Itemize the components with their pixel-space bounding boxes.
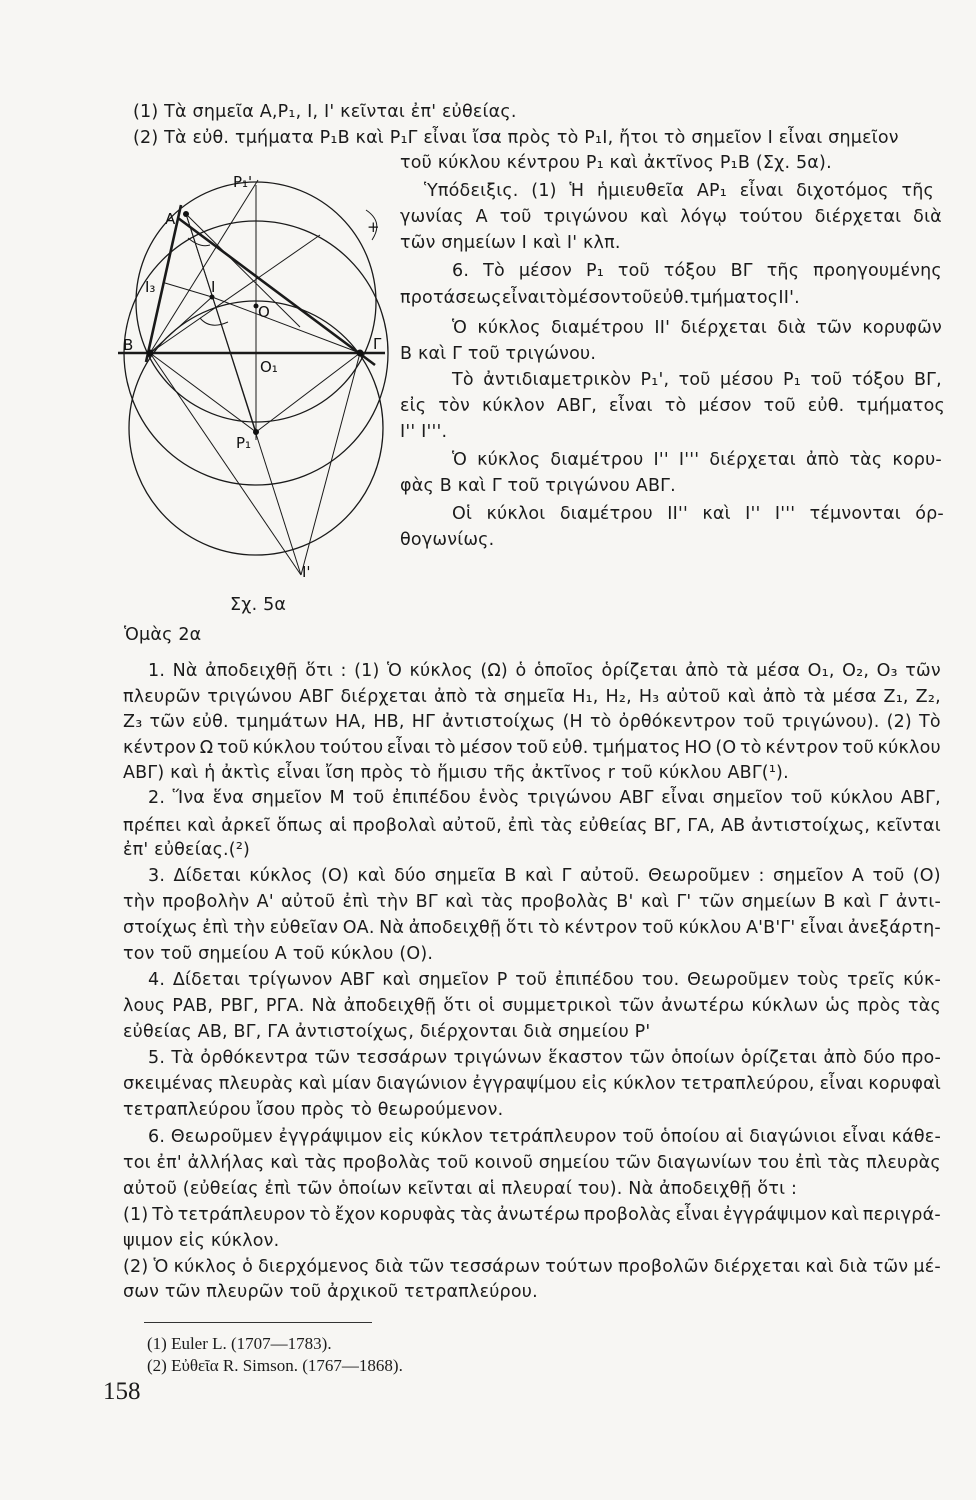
line-A-P1 [186,214,256,432]
label-P1: Ρ₁ [236,434,252,452]
label-Iprime: Ι' [302,563,311,581]
line-B-Iprime [150,353,301,575]
right-column-line: φὰς Β καὶ Γ τοῦ τριγώνου ΑΒΓ. [400,476,676,496]
exercise-line: ἐπ' εὐθείας.(²) [123,840,251,860]
page-number: 158 [103,1378,141,1405]
exercise-line: 1. Νὰ ἀποδειχθῇ ὅτι : (1) Ὁ κύκλος (Ω) ὁ ὁποῖος ὁρίζεται ἀπὸ τὰ μέσα Ο₁, Ο₂, Ο₃ τῶν [148,661,941,681]
exercise-line: 2. Ἵνα ἕνα σημεῖον Μ τοῦ ἐπιπέδου ἑνὸς τριγώνου ΑΒΓ εἶναι σημεῖον τοῦ κύκλου ΑΒΓ, [148,788,941,808]
side-AG [178,218,375,365]
line-B-P1 [150,353,256,432]
line-A-Oext [186,214,300,327]
exercise-line: κέντρον Ω τοῦ κύκλου τούτου εἶναι τὸ μέσον τοῦ εὐθ. τμήματος ΗΟ (Ο τὸ κέντρον τοῦ κύκλου [123,738,941,758]
right-column-line: Ὁ κύκλος διαμέτρου ΙΙ' διέρχεται διὰ τῶν κορυφῶν [452,318,942,338]
label-P1prime: Ρ₁' [233,173,253,191]
angle-arc-I [200,318,228,325]
label-A: Α [165,210,176,228]
geometry-figure [95,160,400,630]
exercise-line: 6. Θεωροῦμεν ἐγγράψιμον εἰς κύκλον τετράπλευρον τοῦ ὁποίου αἱ διαγώνιοι εἶναι κάθε- [148,1127,941,1147]
top-line-2: (2) Τὰ εὐθ. τμήματα Ρ₁Β καὶ Ρ₁Γ εἶναι ἴσα πρὸς τὸ Ρ₁Ι, ἤτοι τὸ σημεῖον Ι εἶναι σημεῖον [133,128,899,148]
right-column-line: Ι'' Ι'''. [400,422,448,442]
label-B: Β [123,336,134,354]
right-column-line: προτάσεως εἶναι τὸ μέσον τοῦ εὐθ. τμήματος ΙΙ'. [400,288,800,308]
footnote-1: (1) Euler L. (1707—1783). [147,1334,332,1353]
figure-caption: Σχ. 5α [230,595,287,615]
right-column-line: τῶν σημείων Ι καὶ Ι' κλπ. [400,233,621,253]
label-O: Ο [258,303,270,321]
exercise-line: εὐθείας ΑΒ, ΒΓ, ΓΑ ἀντιστοίχως, διέρχονται διὰ σημείου Ρ' [123,1022,651,1042]
footnote-2: (2) Εὐθεῖα R. Simson. (1767—1868). [147,1356,403,1375]
group-heading: Ὁμὰς 2α [124,625,202,645]
right-column-line: Β καὶ Γ τοῦ τριγώνου. [400,344,597,364]
exercise-line: σων τῶν πλευρῶν τοῦ ἀρχικοῦ τετραπλεύρου. [123,1282,538,1302]
exercise-line: τοι ἐπ' ἀλλήλας καὶ τὰς προβολὰς τοῦ κοινοῦ σημείου τῶν διαγωνίων του ἐπὶ τὰς πλευρὰς [123,1153,941,1173]
exercise-line: 4. Δίδεται τρίγωνον ΑΒΓ καὶ σημεῖον Ρ τοῦ ἐπιπέδου του. Θεωροῦμεν τοὺς τρεῖς κύκ- [148,970,941,990]
footnote-rule [144,1322,372,1323]
exercise-line: πρέπει καὶ ἀρκεῖ ὅπως αἱ προβολαὶ αὐτοῦ, ἐπὶ τὰς εὐθείας ΒΓ, ΓΑ, ΑΒ ἀντιστοίχως, κεῖνται [123,816,941,836]
exercise-line: (1) Τὸ τετράπλευρον τὸ ἔχον κορυφὰς τὰς ἀνωτέρω προβολὰς εἶναι ἐγγράψιμον καὶ περιγρά- [123,1205,941,1225]
label-Gamma: Γ [373,335,382,353]
exercise-line: σκειμένας πλευρὰς καὶ μίαν διαγώνιον ἐγγραψίμου εἰς κύκλον τετραπλεύρου, εἶναι κορυφαὶ [123,1074,941,1094]
right-column-line: 6. Τὸ μέσον Ρ₁ τοῦ τόξου ΒΓ τῆς προηγουμένης [452,261,942,281]
exercise-line: τετραπλεύρου ἴσου πρὸς τὸ θεωρούμενον. [123,1100,504,1120]
exercise-line: ΑΒΓ) καὶ ἡ ἀκτὶς εἶναι ἴση πρὸς τὸ ἥμισυ τῆς ἀκτῖνος r τοῦ κύκλου ΑΒΓ(¹). [123,763,789,783]
line-B-A-ext [150,235,320,353]
right-column-line: Τὸ ἀντιδιαμετρικὸν Ρ₁', τοῦ μέσου Ρ₁ τοῦ τόξου ΒΓ, [452,370,942,390]
exercise-line: τον τοῦ σημείου Α τοῦ κύκλου (Ο). [123,944,434,964]
exercise-line: αὐτοῦ (εὐθείας ἐπὶ τῶν ὁποίων κεῖνται αἱ πλευραί του). Νὰ ἀποδειχθῇ ὅτι : [123,1179,798,1199]
label-O1: Ο₁ [260,358,278,376]
right-column-line: Ὑπόδειξις. (1) Ἡ ἡμιευθεῖα ΑΡ₁ εἶναι διχοτόμος τῆς [424,181,934,201]
top-line-1: (1) Τὰ σημεῖα Α,Ρ₁, Ι, Ι' κεῖνται ἐπ' εὐθείας. [133,102,517,122]
exercise-line: 3. Δίδεται κύκλος (Ο) καὶ δύο σημεῖα Β καὶ Γ αὐτοῦ. Θεωροῦμεν : σημεῖον Α τοῦ (Ο) [148,866,941,886]
right-column-line: γωνίας Α τοῦ τριγώνου καὶ λόγῳ τούτου διέρχεται διὰ [400,207,942,227]
right-column-line: Οἱ κύκλοι διαμέτρου ΙΙ'' καὶ Ι'' Ι''' τέμνονται όρ- [452,504,944,524]
exercise-line: ψιμον εἰς κύκλον. [123,1231,280,1251]
right-column-line: Ὁ κύκλος διαμέτρου Ι'' Ι''' διέρχεται ἀπὸ τὰς κορυ- [452,450,942,470]
label-I: Ι [211,278,216,296]
exercise-line: τὴν προβολὴν Α' αὐτοῦ ἐπὶ τὴν ΒΓ καὶ τὰς προβολὰς Β' καὶ Γ' τῶν σημείων Β καὶ Γ ἀντι- [123,892,941,912]
line-G-Iprime [301,353,360,575]
exercise-line: Ζ₃ τῶν εὐθ. τμημάτων ΗΑ, ΗΒ, ΗΓ ἀντιστοίχως (Η τὸ ὀρθόκεντρον τοῦ τριγώνου). (2) Τὸ [123,712,941,732]
right-column-line: θογωνίως. [400,530,495,550]
exercise-line: στοίχως ἐπὶ τὴν εὐθεῖαν ΟΑ. Νὰ ἀποδειχθῇ ὅτι τὸ κέντρον τοῦ κύκλου Α'Β'Γ' εἶναι ἀνεξάρτη- [123,918,941,938]
top-line-3: τοῦ κύκλου κέντρου Ρ₁ καὶ ἀκτῖνος Ρ₁Β (Σχ. 5α). [400,153,832,173]
exercise-line: 5. Τὰ ὀρθόκεντρα τῶν τεσσάρων τριγώνων ἕκαστον τῶν ὁποίων ὁρίζεται ἀπὸ δύο προ- [148,1048,941,1068]
line-G-I [212,297,360,353]
label-plus: + [367,218,380,236]
label-I3: Ι₃ [145,278,156,296]
exercise-line: (2) Ὁ κύκλος ὁ διερχόμενος διὰ τῶν τεσσάρων τούτων προβολῶν διέρχεται καὶ διὰ τῶν μέ- [123,1257,941,1277]
right-column-line: εἰς τὸν κύκλον ΑΒΓ, εἶναι τὸ μέσον τοῦ εὐθ. τμήματος [400,396,945,416]
exercise-line: πλευρῶν τριγώνου ΑΒΓ διέρχεται ἀπὸ τὰ σημεῖα Η₁, Η₂, Η₃ αὐτοῦ καὶ ἀπὸ τὰ μέσα Ζ₁, Ζ₂, [123,687,941,707]
exercise-line: λους ΡΑΒ, ΡΒΓ, ΡΓΑ. Νὰ ἀποδειχθῇ ὅτι οἱ συμμετρικοὶ τῶν ἀνωτέρω κύκλων ὡς πρὸς τὰς [123,996,941,1016]
line-I-I3 [165,283,212,297]
